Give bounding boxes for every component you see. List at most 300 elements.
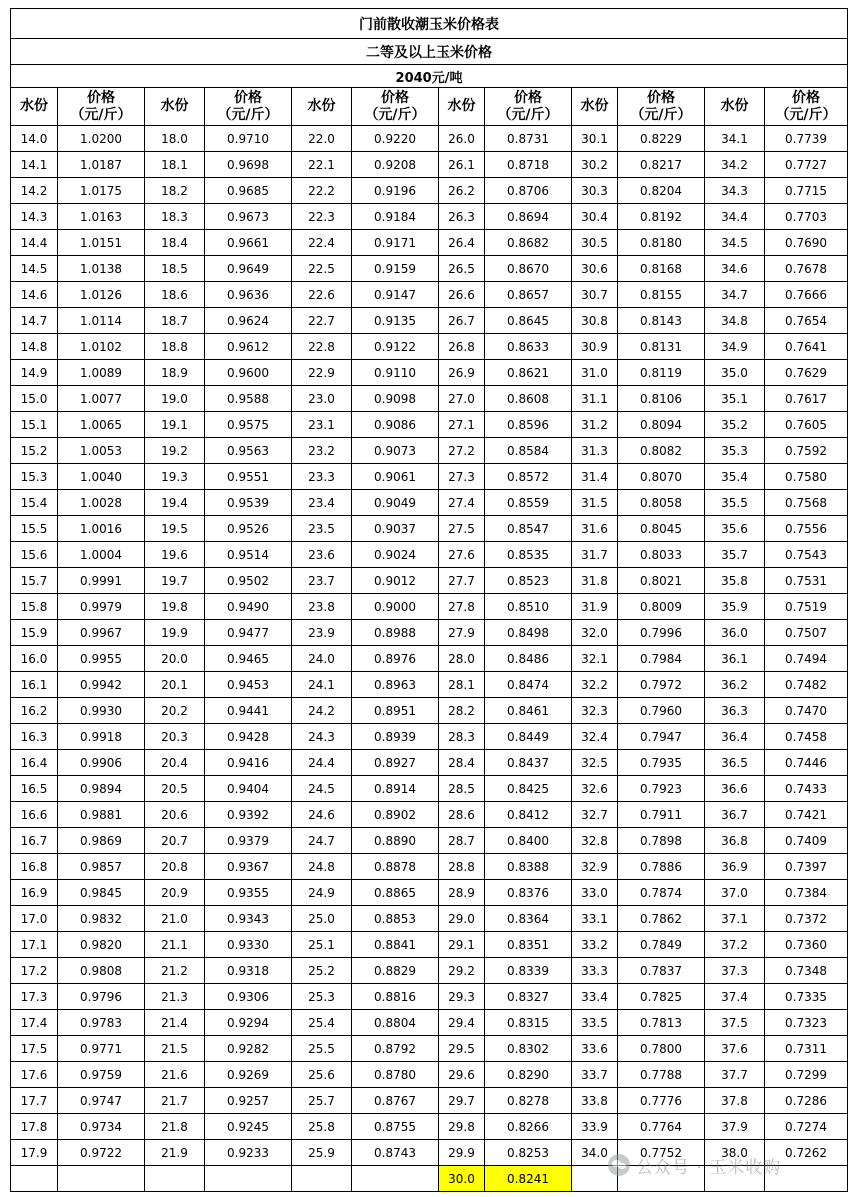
table-row <box>11 256 848 282</box>
moisture-cell: 20.7 <box>145 828 205 854</box>
price-cell: 0.7813 <box>618 1010 705 1036</box>
header-price-label: 价格 <box>792 89 820 106</box>
price-cell: 0.7360 <box>765 932 848 958</box>
price-cell: 0.9453 <box>205 672 292 698</box>
moisture-cell: 20.6 <box>145 802 205 828</box>
price-cell: 0.8474 <box>485 672 572 698</box>
moisture-cell: 16.1 <box>11 672 58 698</box>
moisture-cell: 15.2 <box>11 438 58 464</box>
price-cell: 0.7947 <box>618 724 705 750</box>
table-row <box>11 932 848 958</box>
moisture-cell: 25.0 <box>292 906 352 932</box>
moisture-cell: 18.7 <box>145 308 205 334</box>
moisture-cell <box>292 1166 352 1192</box>
moisture-cell: 22.8 <box>292 334 352 360</box>
price-cell: 0.9073 <box>352 438 439 464</box>
moisture-cell: 25.6 <box>292 1062 352 1088</box>
price-cell: 0.9343 <box>205 906 292 932</box>
price-cell: 0.8045 <box>618 516 705 542</box>
moisture-cell: 24.2 <box>292 698 352 724</box>
moisture-cell: 19.6 <box>145 542 205 568</box>
price-cell: 0.9930 <box>58 698 145 724</box>
moisture-cell: 24.4 <box>292 750 352 776</box>
price-cell: 0.8302 <box>485 1036 572 1062</box>
moisture-cell: 29.9 <box>439 1140 485 1166</box>
price-cell: 0.9685 <box>205 178 292 204</box>
moisture-cell: 15.9 <box>11 620 58 646</box>
moisture-cell: 32.4 <box>572 724 618 750</box>
moisture-cell: 27.5 <box>439 516 485 542</box>
price-cell: 0.9171 <box>352 230 439 256</box>
table-row <box>11 828 848 854</box>
moisture-cell <box>11 1166 58 1192</box>
price-cell: 0.9428 <box>205 724 292 750</box>
moisture-cell: 36.5 <box>705 750 765 776</box>
header-price <box>618 88 705 126</box>
header-price-label: 价格 <box>381 89 409 106</box>
price-cell: 0.9000 <box>352 594 439 620</box>
moisture-cell: 16.5 <box>11 776 58 802</box>
moisture-cell: 36.3 <box>705 698 765 724</box>
moisture-cell: 33.1 <box>572 906 618 932</box>
price-cell: 0.7911 <box>618 802 705 828</box>
moisture-cell: 28.3 <box>439 724 485 750</box>
price-cell: 0.8315 <box>485 1010 572 1036</box>
moisture-cell: 18.0 <box>145 126 205 152</box>
moisture-cell: 31.8 <box>572 568 618 594</box>
moisture-cell: 32.7 <box>572 802 618 828</box>
moisture-cell: 29.5 <box>439 1036 485 1062</box>
moisture-cell: 16.8 <box>11 854 58 880</box>
moisture-cell: 20.0 <box>145 646 205 672</box>
table-row <box>11 282 848 308</box>
moisture-cell: 21.2 <box>145 958 205 984</box>
moisture-cell: 22.5 <box>292 256 352 282</box>
moisture-cell: 36.4 <box>705 724 765 750</box>
moisture-cell: 28.8 <box>439 854 485 880</box>
moisture-cell: 22.6 <box>292 282 352 308</box>
header-moisture: 水份 <box>145 88 205 126</box>
price-cell: 0.8645 <box>485 308 572 334</box>
price-cell: 0.8976 <box>352 646 439 672</box>
price-cell: 0.9673 <box>205 204 292 230</box>
header-price <box>58 88 145 126</box>
price-cell: 0.8902 <box>352 802 439 828</box>
moisture-cell: 19.1 <box>145 412 205 438</box>
moisture-cell: 30.1 <box>572 126 618 152</box>
price-cell: 0.7996 <box>618 620 705 646</box>
header-price-label: 价格 <box>234 89 262 106</box>
price-cell: 0.8290 <box>485 1062 572 1088</box>
price-cell: 0.9061 <box>352 464 439 490</box>
price-cell: 0.7752 <box>618 1140 705 1166</box>
price-cell: 0.9783 <box>58 1010 145 1036</box>
moisture-cell: 27.1 <box>439 412 485 438</box>
moisture-cell: 18.5 <box>145 256 205 282</box>
price-cell: 0.7862 <box>618 906 705 932</box>
price-cell: 0.7923 <box>618 776 705 802</box>
price-cell: 0.9722 <box>58 1140 145 1166</box>
moisture-cell: 33.5 <box>572 1010 618 1036</box>
price-cell: 0.7274 <box>765 1114 848 1140</box>
price-cell: 0.9086 <box>352 412 439 438</box>
moisture-cell: 18.2 <box>145 178 205 204</box>
price-cell: 0.8963 <box>352 672 439 698</box>
price-cell: 0.8425 <box>485 776 572 802</box>
moisture-cell: 23.9 <box>292 620 352 646</box>
price-cell: 0.8204 <box>618 178 705 204</box>
moisture-cell: 31.6 <box>572 516 618 542</box>
moisture-cell: 28.4 <box>439 750 485 776</box>
price-cell: 0.8278 <box>485 1088 572 1114</box>
moisture-cell: 32.6 <box>572 776 618 802</box>
moisture-cell: 18.3 <box>145 204 205 230</box>
moisture-cell: 26.1 <box>439 152 485 178</box>
moisture-cell: 24.9 <box>292 880 352 906</box>
moisture-cell: 17.2 <box>11 958 58 984</box>
moisture-cell: 31.0 <box>572 360 618 386</box>
price-cell: 0.7384 <box>765 880 848 906</box>
price-cell: 0.7641 <box>765 334 848 360</box>
table-subtitle: 二等及以上玉米价格 <box>11 39 848 65</box>
moisture-cell: 32.5 <box>572 750 618 776</box>
moisture-cell: 30.2 <box>572 152 618 178</box>
table-row <box>11 906 848 932</box>
moisture-cell: 14.5 <box>11 256 58 282</box>
price-cell: 0.8841 <box>352 932 439 958</box>
moisture-cell: 22.3 <box>292 204 352 230</box>
price-cell: 1.0102 <box>58 334 145 360</box>
price-cell: 1.0187 <box>58 152 145 178</box>
price-cell: 0.9233 <box>205 1140 292 1166</box>
moisture-cell: 27.7 <box>439 568 485 594</box>
price-cell: 1.0053 <box>58 438 145 464</box>
moisture-cell: 23.7 <box>292 568 352 594</box>
moisture-cell: 37.7 <box>705 1062 765 1088</box>
price-cell: 0.7543 <box>765 542 848 568</box>
moisture-cell: 19.7 <box>145 568 205 594</box>
moisture-cell: 35.9 <box>705 594 765 620</box>
price-cell <box>205 1166 292 1192</box>
moisture-cell: 38.0 <box>705 1140 765 1166</box>
table-row <box>11 802 848 828</box>
price-cell: 0.8951 <box>352 698 439 724</box>
price-cell: 1.0163 <box>58 204 145 230</box>
price-cell: 0.8988 <box>352 620 439 646</box>
moisture-cell: 32.9 <box>572 854 618 880</box>
price-cell: 0.9379 <box>205 828 292 854</box>
header-moisture: 水份 <box>439 88 485 126</box>
moisture-cell: 16.9 <box>11 880 58 906</box>
moisture-cell: 14.7 <box>11 308 58 334</box>
price-cell: 0.9355 <box>205 880 292 906</box>
moisture-cell: 26.7 <box>439 308 485 334</box>
moisture-cell: 23.5 <box>292 516 352 542</box>
price-cell: 1.0040 <box>58 464 145 490</box>
moisture-cell: 36.0 <box>705 620 765 646</box>
moisture-cell: 18.1 <box>145 152 205 178</box>
price-cell: 1.0200 <box>58 126 145 152</box>
moisture-cell: 22.1 <box>292 152 352 178</box>
price-cell: 0.8461 <box>485 698 572 724</box>
price-cell: 0.8376 <box>485 880 572 906</box>
table-row <box>11 386 848 412</box>
table-row <box>11 724 848 750</box>
table-row <box>11 672 848 698</box>
moisture-cell: 31.7 <box>572 542 618 568</box>
moisture-cell: 17.9 <box>11 1140 58 1166</box>
moisture-cell: 37.0 <box>705 880 765 906</box>
price-cell: 0.9367 <box>205 854 292 880</box>
moisture-cell: 26.9 <box>439 360 485 386</box>
price-cell: 0.8327 <box>485 984 572 1010</box>
price-cell: 0.9698 <box>205 152 292 178</box>
moisture-cell: 35.2 <box>705 412 765 438</box>
moisture-cell: 25.4 <box>292 1010 352 1036</box>
moisture-cell: 17.3 <box>11 984 58 1010</box>
moisture-cell: 27.3 <box>439 464 485 490</box>
moisture-cell: 22.0 <box>292 126 352 152</box>
price-cell: 0.9894 <box>58 776 145 802</box>
price-cell: 0.9196 <box>352 178 439 204</box>
header-moisture: 水份 <box>572 88 618 126</box>
moisture-cell: 28.6 <box>439 802 485 828</box>
moisture-cell: 21.6 <box>145 1062 205 1088</box>
price-cell: 0.7494 <box>765 646 848 672</box>
moisture-cell: 22.2 <box>292 178 352 204</box>
price-cell: 0.8547 <box>485 516 572 542</box>
price-cell: 0.9098 <box>352 386 439 412</box>
moisture-cell: 16.3 <box>11 724 58 750</box>
moisture-cell: 22.4 <box>292 230 352 256</box>
price-cell: 0.7262 <box>765 1140 848 1166</box>
moisture-cell: 15.1 <box>11 412 58 438</box>
price-cell: 0.7678 <box>765 256 848 282</box>
table-title: 门前散收潮玉米价格表 <box>11 9 848 39</box>
price-cell: 0.8914 <box>352 776 439 802</box>
price-cell: 0.8168 <box>618 256 705 282</box>
moisture-cell: 19.2 <box>145 438 205 464</box>
moisture-cell: 28.0 <box>439 646 485 672</box>
price-cell: 0.8400 <box>485 828 572 854</box>
moisture-cell: 36.8 <box>705 828 765 854</box>
price-cell: 0.7433 <box>765 776 848 802</box>
moisture-cell: 24.0 <box>292 646 352 672</box>
price-cell: 0.9184 <box>352 204 439 230</box>
table-row <box>11 1166 848 1192</box>
moisture-cell: 25.5 <box>292 1036 352 1062</box>
price-cell: 0.8535 <box>485 542 572 568</box>
price-cell: 0.9796 <box>58 984 145 1010</box>
moisture-cell: 16.7 <box>11 828 58 854</box>
moisture-cell: 27.6 <box>439 542 485 568</box>
column-header-row <box>11 88 848 126</box>
header-price <box>205 88 292 126</box>
table-row <box>11 776 848 802</box>
price-cell: 0.9514 <box>205 542 292 568</box>
price-cell: 0.8596 <box>485 412 572 438</box>
price-cell: 0.9820 <box>58 932 145 958</box>
moisture-cell: 30.9 <box>572 334 618 360</box>
moisture-cell <box>572 1166 618 1192</box>
moisture-cell: 31.1 <box>572 386 618 412</box>
table-row <box>11 750 848 776</box>
price-cell: 0.7421 <box>765 802 848 828</box>
moisture-cell: 23.1 <box>292 412 352 438</box>
price-cell: 0.7335 <box>765 984 848 1010</box>
moisture-cell: 14.9 <box>11 360 58 386</box>
moisture-cell: 24.8 <box>292 854 352 880</box>
table-row <box>11 594 848 620</box>
price-cell: 0.9159 <box>352 256 439 282</box>
moisture-cell: 37.6 <box>705 1036 765 1062</box>
moisture-cell: 30.7 <box>572 282 618 308</box>
moisture-cell: 35.0 <box>705 360 765 386</box>
moisture-cell: 26.5 <box>439 256 485 282</box>
header-price-label: 价格 <box>647 89 675 106</box>
table-row <box>11 516 848 542</box>
moisture-cell: 37.8 <box>705 1088 765 1114</box>
price-cell: 0.9147 <box>352 282 439 308</box>
moisture-cell: 29.8 <box>439 1114 485 1140</box>
price-cell: 0.8119 <box>618 360 705 386</box>
price-cell: 0.9734 <box>58 1114 145 1140</box>
price-cell: 1.0114 <box>58 308 145 334</box>
table-row <box>11 1062 848 1088</box>
price-cell: 0.8241 <box>485 1166 572 1192</box>
table-row <box>11 1088 848 1114</box>
price-cell: 0.8033 <box>618 542 705 568</box>
price-cell: 0.9881 <box>58 802 145 828</box>
price-cell: 0.9404 <box>205 776 292 802</box>
price-cell: 0.7800 <box>618 1036 705 1062</box>
moisture-cell: 25.7 <box>292 1088 352 1114</box>
moisture-cell: 15.8 <box>11 594 58 620</box>
price-cell: 0.8094 <box>618 412 705 438</box>
price-cell: 0.7960 <box>618 698 705 724</box>
price-cell: 0.8523 <box>485 568 572 594</box>
price-cell: 0.8155 <box>618 282 705 308</box>
moisture-cell: 20.9 <box>145 880 205 906</box>
table-row <box>11 620 848 646</box>
price-cell: 0.9024 <box>352 542 439 568</box>
price-cell: 0.9037 <box>352 516 439 542</box>
price-note: 2040元/吨 <box>11 65 848 88</box>
moisture-cell: 26.4 <box>439 230 485 256</box>
table-row <box>11 984 848 1010</box>
price-cell: 0.9306 <box>205 984 292 1010</box>
moisture-cell: 21.9 <box>145 1140 205 1166</box>
moisture-cell: 35.6 <box>705 516 765 542</box>
moisture-cell: 30.6 <box>572 256 618 282</box>
moisture-cell: 33.8 <box>572 1088 618 1114</box>
header-price <box>352 88 439 126</box>
header-price-label: 价格 <box>514 89 542 106</box>
moisture-cell: 22.7 <box>292 308 352 334</box>
table-row <box>11 958 848 984</box>
price-cell: 0.8853 <box>352 906 439 932</box>
moisture-cell: 17.5 <box>11 1036 58 1062</box>
header-moisture: 水份 <box>705 88 765 126</box>
moisture-cell: 17.1 <box>11 932 58 958</box>
price-cell: 1.0065 <box>58 412 145 438</box>
price-cell: 0.8412 <box>485 802 572 828</box>
price-cell: 0.8829 <box>352 958 439 984</box>
moisture-cell: 18.6 <box>145 282 205 308</box>
header-price-unit: （元/斤） <box>497 106 559 123</box>
price-cell: 0.9857 <box>58 854 145 880</box>
price-cell <box>765 1166 848 1192</box>
moisture-cell: 19.4 <box>145 490 205 516</box>
moisture-cell: 23.0 <box>292 386 352 412</box>
moisture-cell: 35.1 <box>705 386 765 412</box>
moisture-cell: 29.6 <box>439 1062 485 1088</box>
moisture-cell <box>705 1166 765 1192</box>
price-cell: 0.9869 <box>58 828 145 854</box>
price-cell: 0.9649 <box>205 256 292 282</box>
price-cell: 0.7311 <box>765 1036 848 1062</box>
price-cell: 0.7788 <box>618 1062 705 1088</box>
header-price-label: 价格 <box>87 89 115 106</box>
moisture-cell: 14.2 <box>11 178 58 204</box>
moisture-cell: 14.4 <box>11 230 58 256</box>
moisture-cell: 15.5 <box>11 516 58 542</box>
price-cell: 0.9563 <box>205 438 292 464</box>
table-row <box>11 1036 848 1062</box>
table-row <box>11 412 848 438</box>
table-row <box>11 490 848 516</box>
price-cell: 0.7764 <box>618 1114 705 1140</box>
price-cell: 0.9808 <box>58 958 145 984</box>
header-price-unit: （元/斤） <box>364 106 426 123</box>
moisture-cell: 21.3 <box>145 984 205 1010</box>
price-cell: 0.7703 <box>765 204 848 230</box>
moisture-cell: 21.4 <box>145 1010 205 1036</box>
price-cell: 0.9551 <box>205 464 292 490</box>
price-cell: 0.8792 <box>352 1036 439 1062</box>
moisture-cell: 37.1 <box>705 906 765 932</box>
price-cell: 0.9575 <box>205 412 292 438</box>
price-cell: 0.8021 <box>618 568 705 594</box>
price-cell: 0.7409 <box>765 828 848 854</box>
table-row <box>11 1140 848 1166</box>
table-row <box>11 178 848 204</box>
moisture-cell: 31.9 <box>572 594 618 620</box>
moisture-cell: 25.3 <box>292 984 352 1010</box>
moisture-cell: 32.8 <box>572 828 618 854</box>
moisture-cell: 29.7 <box>439 1088 485 1114</box>
moisture-cell: 35.7 <box>705 542 765 568</box>
price-cell: 0.9012 <box>352 568 439 594</box>
moisture-cell: 34.2 <box>705 152 765 178</box>
moisture-cell: 35.5 <box>705 490 765 516</box>
moisture-cell: 26.2 <box>439 178 485 204</box>
price-cell: 0.8131 <box>618 334 705 360</box>
price-cell: 0.8143 <box>618 308 705 334</box>
moisture-cell: 16.2 <box>11 698 58 724</box>
price-cell: 0.9539 <box>205 490 292 516</box>
moisture-cell: 17.6 <box>11 1062 58 1088</box>
price-cell: 0.8559 <box>485 490 572 516</box>
price-cell: 0.8180 <box>618 230 705 256</box>
price-cell: 0.8621 <box>485 360 572 386</box>
price-cell: 0.8694 <box>485 204 572 230</box>
price-cell: 0.7984 <box>618 646 705 672</box>
price-cell: 0.8804 <box>352 1010 439 1036</box>
moisture-cell: 27.4 <box>439 490 485 516</box>
moisture-cell: 15.7 <box>11 568 58 594</box>
moisture-cell: 37.4 <box>705 984 765 1010</box>
